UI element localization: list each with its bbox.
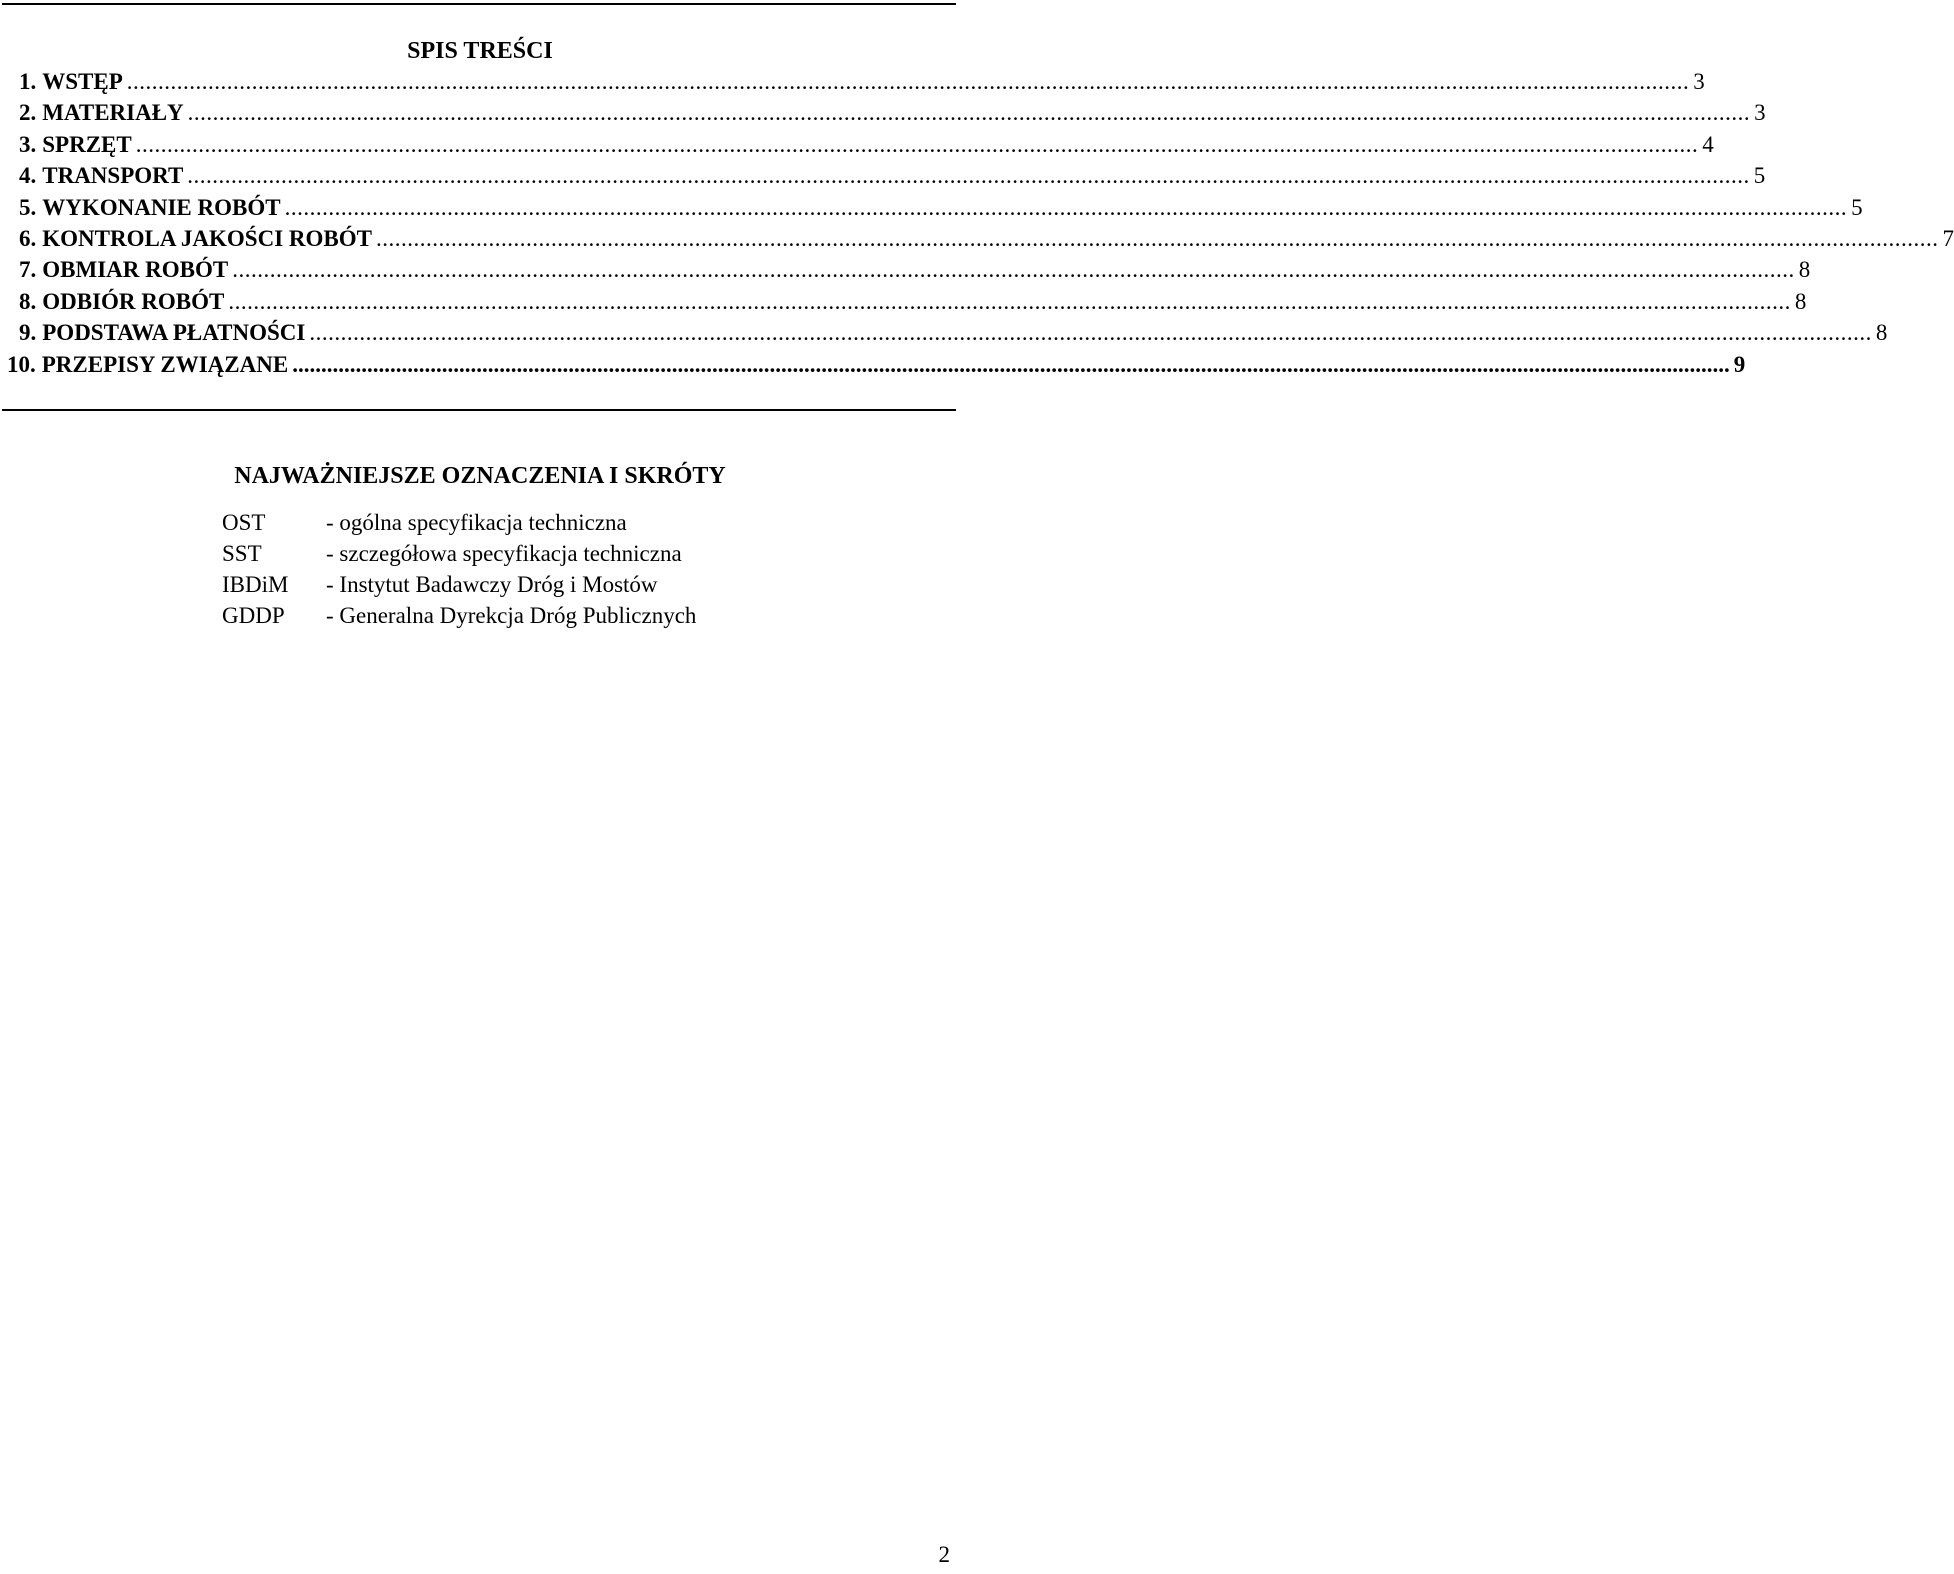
abbreviation-description: - Generalna Dyrekcja Dróg Publicznych — [326, 603, 697, 628]
abbreviations-title: NAJWAŻNIEJSZE OZNACZENIA I SKRÓTY — [234, 463, 726, 489]
toc-entry-10[interactable] — [7, 349, 1746, 380]
toc-entry-page: 4 — [1702, 131, 1714, 157]
toc-leader-dots: .......................................................................................................................................................................................................................................................... — [187, 100, 1751, 126]
toc-entry-1[interactable] — [7, 66, 1705, 97]
toc-leader-dots: .......................................................................................................................................................................................................................................................... — [284, 194, 1848, 220]
toc-leader-dots: .......................................................................................................................................................................................................................................................... — [309, 320, 1872, 346]
abbreviation-code: GDDP — [222, 603, 285, 628]
toc-entry-page: 5 — [1753, 163, 1766, 189]
toc-entry-6[interactable] — [7, 223, 1954, 254]
abbreviation-item — [222, 569, 782, 600]
toc-entry-number: 6. — [19, 225, 37, 251]
toc-entry-label: OBMIAR ROBÓT — [42, 257, 229, 283]
toc-entry-number: 9. — [19, 320, 37, 346]
abbreviations-list — [222, 507, 782, 631]
toc-entry-number: 4. — [19, 163, 37, 189]
toc-entry-label: WSTĘP — [42, 69, 123, 94]
toc-entry-label: PODSTAWA PŁATNOŚCI — [42, 320, 306, 346]
toc-entry-3[interactable] — [7, 129, 1714, 160]
toc-entry-label: KONTROLA JAKOŚCI ROBÓT — [42, 225, 372, 251]
toc-entry-9[interactable] — [7, 317, 1888, 348]
abbreviation-code: IBDiM — [222, 572, 289, 597]
toc-entry-2[interactable] — [7, 97, 1766, 128]
abbreviation-item — [222, 600, 782, 631]
toc-entry-4[interactable] — [7, 160, 1766, 191]
abbreviation-description: - szczegółowa specyfikacja techniczna — [326, 541, 682, 566]
abbreviation-code: OST — [222, 510, 266, 535]
toc-entry-page: 5 — [1851, 194, 1863, 220]
abbreviation-description: - Instytut Badawczy Dróg i Mostów — [326, 572, 658, 597]
table-of-contents — [7, 66, 1954, 380]
toc-entry-number: 5. — [19, 194, 37, 220]
toc-entry-page: 7 — [1942, 225, 1954, 251]
section-divider — [2, 409, 956, 411]
toc-entry-7[interactable] — [7, 254, 1811, 285]
toc-entry-label: MATERIAŁY — [42, 100, 184, 126]
toc-entry-label: PRZEPISY ZWIĄZANE — [41, 351, 289, 377]
toc-entry-number: 8. — [19, 288, 37, 314]
toc-entry-page: 8 — [1794, 288, 1807, 314]
toc-leader-dots: .......................................................................................................................................................................................................................................................... — [292, 351, 1730, 377]
toc-entry-number: 10. — [7, 351, 36, 377]
toc-title: SPIS TREŚCI — [407, 38, 553, 64]
toc-entry-number: 7. — [19, 257, 37, 283]
toc-entry-label: TRANSPORT — [42, 163, 184, 189]
toc-leader-dots: .......................................................................................................................................................................................................................................................... — [187, 163, 1750, 189]
toc-entry-label: SPRZĘT — [42, 131, 132, 157]
abbreviation-description: - ogólna specyfikacja techniczna — [326, 510, 627, 535]
toc-entry-page: 8 — [1875, 320, 1888, 346]
toc-entry-number: 3. — [19, 131, 37, 157]
toc-entry-page: 3 — [1693, 69, 1705, 94]
top-rule — [2, 3, 956, 5]
toc-entry-page: 8 — [1798, 257, 1811, 283]
abbreviation-item — [222, 507, 782, 538]
toc-leader-dots: .......................................................................................................................................................................................................................................................... — [232, 257, 1795, 283]
page-number: 2 — [938, 1542, 950, 1567]
abbreviation-code: SST — [222, 541, 262, 566]
toc-leader-dots: .......................................................................................................................................................................................................................................................... — [126, 69, 1690, 94]
toc-entry-label: ODBIÓR ROBÓT — [42, 288, 225, 314]
toc-entry-number: 1. — [19, 69, 37, 94]
toc-entry-page: 3 — [1754, 100, 1766, 126]
toc-entry-5[interactable] — [7, 192, 1863, 223]
toc-entry-label: WYKONANIE ROBÓT — [42, 194, 281, 220]
toc-entry-page: 9 — [1733, 351, 1746, 377]
toc-leader-dots: .......................................................................................................................................................................................................................................................... — [135, 131, 1699, 157]
toc-entry-number: 2. — [19, 100, 37, 126]
toc-entry-8[interactable] — [7, 286, 1807, 317]
toc-leader-dots: .......................................................................................................................................................................................................................................................... — [228, 288, 1791, 314]
toc-leader-dots: .......................................................................................................................................................................................................................................................... — [375, 225, 1939, 251]
abbreviation-item — [222, 538, 782, 569]
